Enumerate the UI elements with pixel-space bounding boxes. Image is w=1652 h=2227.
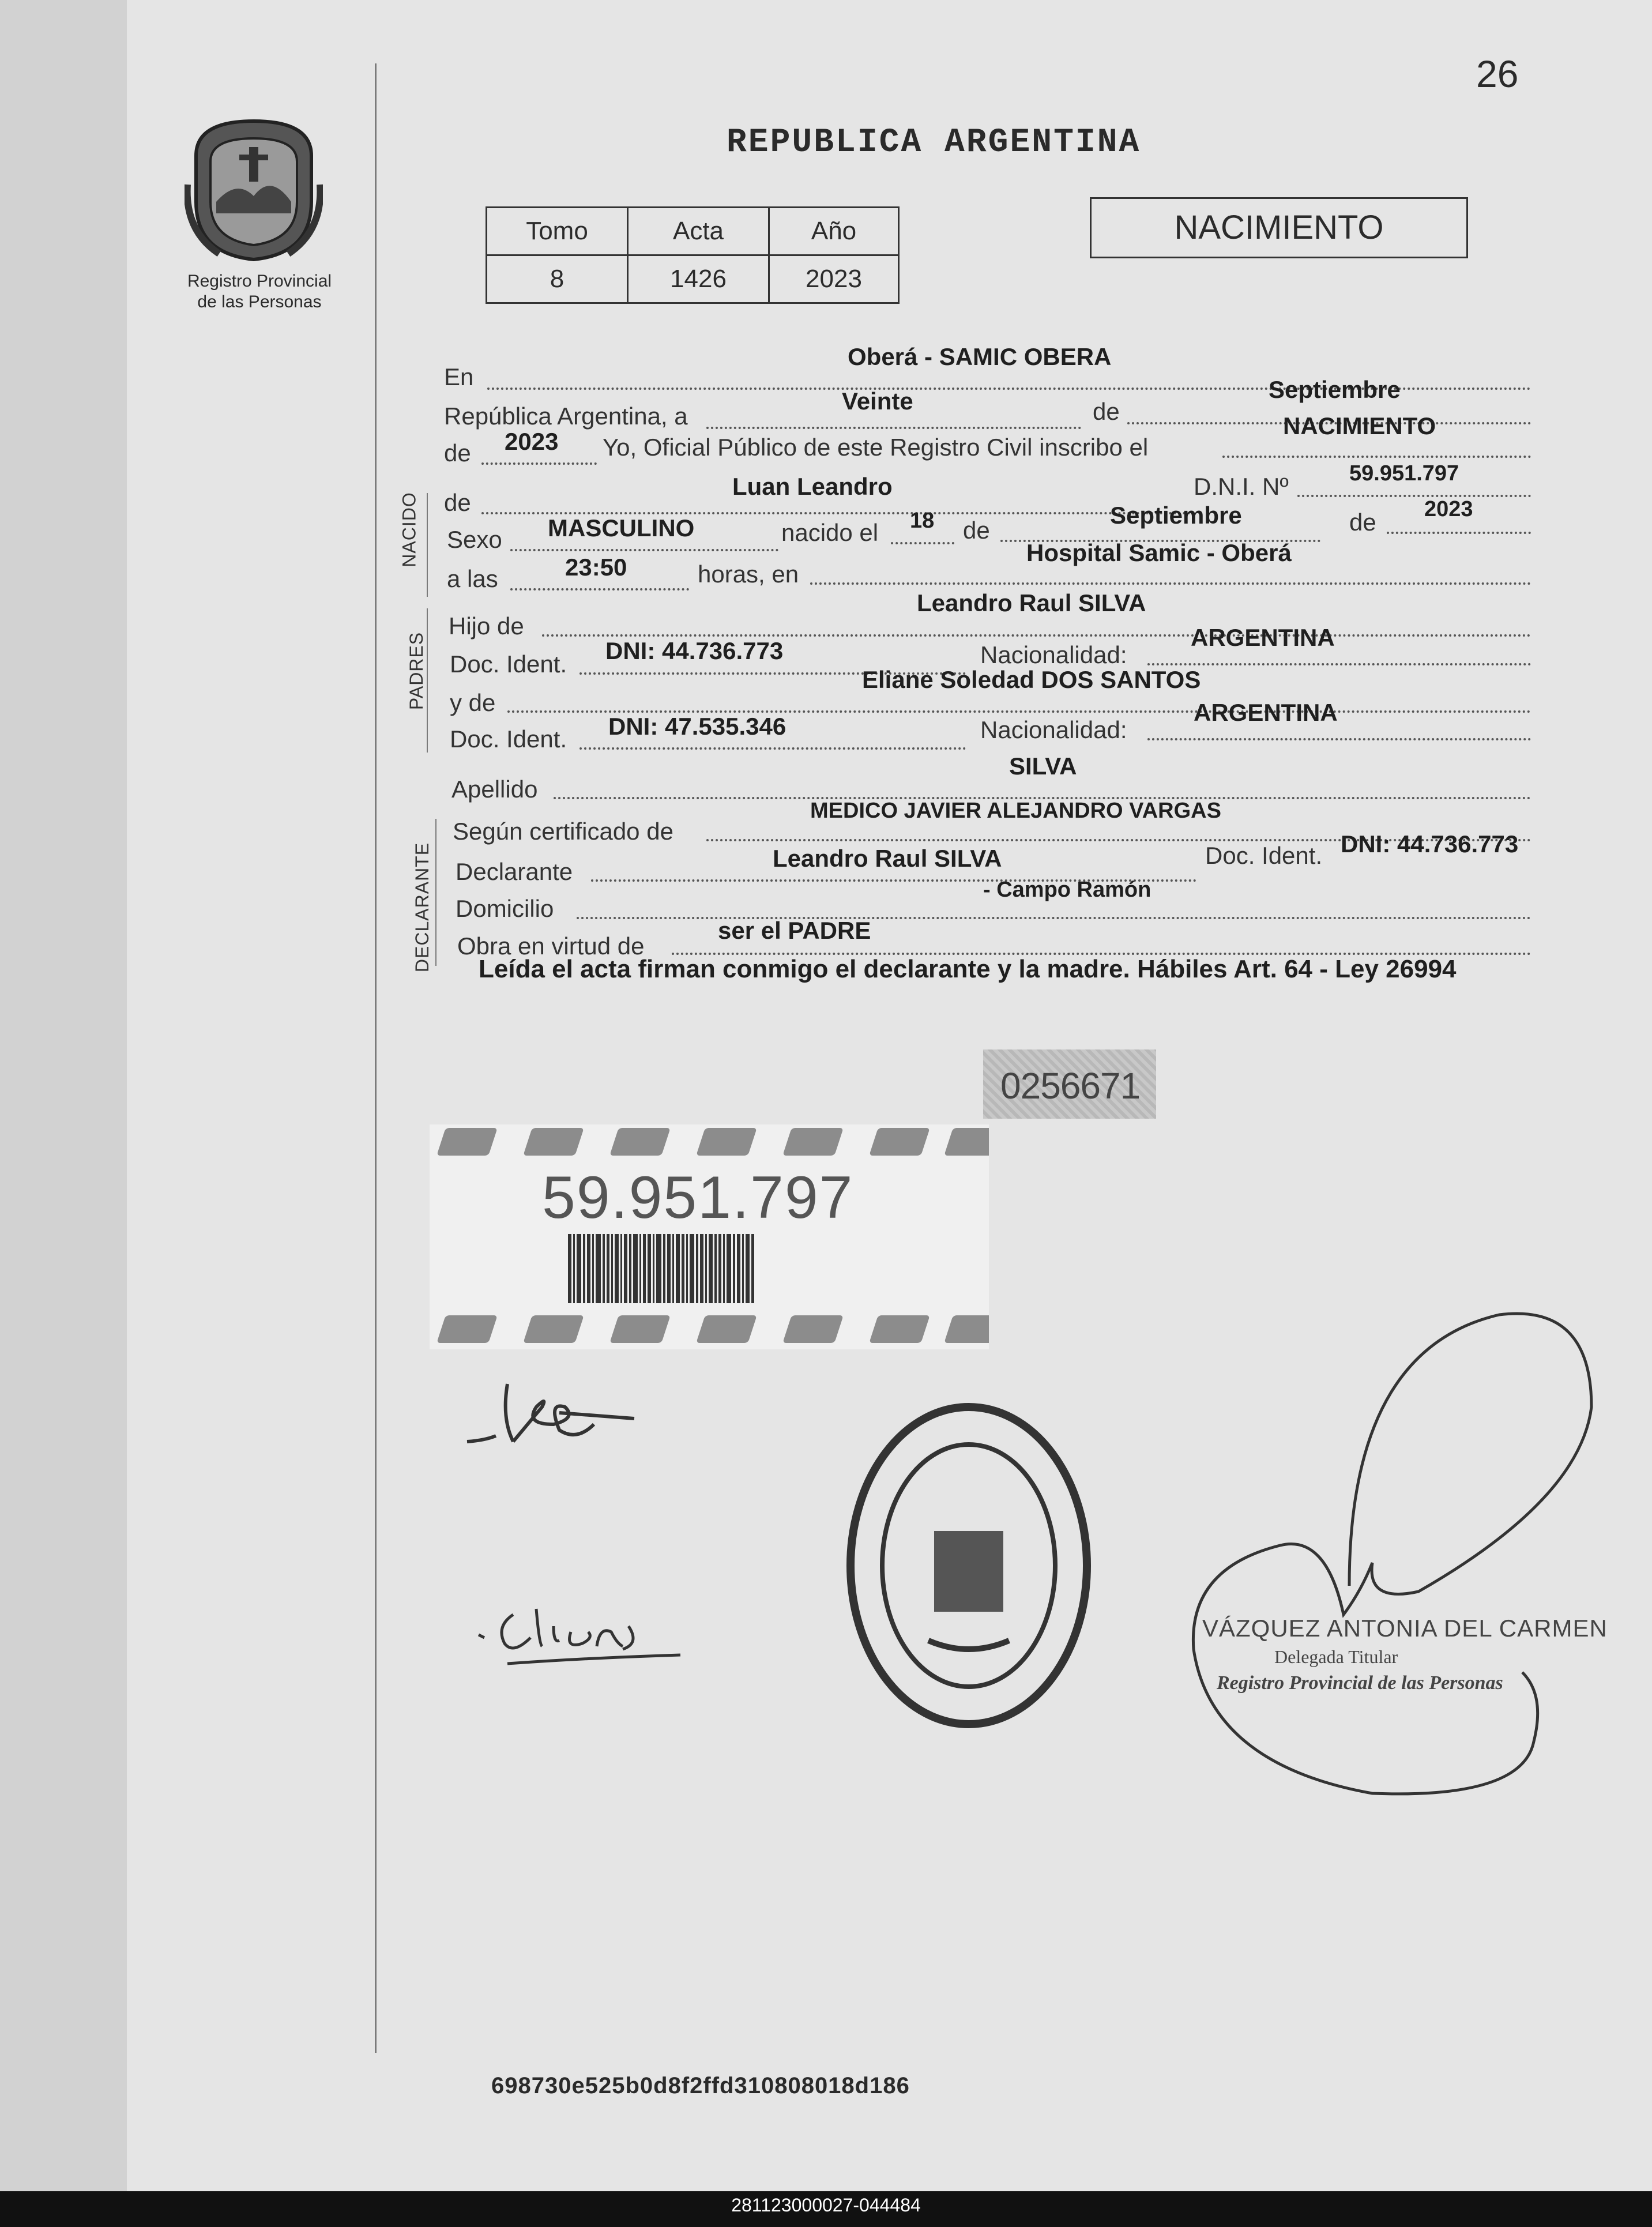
misiones-coat-of-arms-logo bbox=[185, 115, 323, 265]
de-label: de bbox=[1093, 398, 1120, 425]
father-doc-value: DNI: 44.736.773 bbox=[605, 637, 784, 664]
doc-ident-label: Doc. Ident. bbox=[450, 725, 567, 753]
dni-label: D.N.I. Nº bbox=[1194, 473, 1289, 500]
dotted-line bbox=[481, 462, 597, 465]
dotted-line bbox=[1147, 663, 1531, 665]
sticker-dni-number: 59.951.797 bbox=[542, 1164, 854, 1231]
segun-certificado-label: Según certificado de bbox=[453, 818, 673, 845]
official-signature bbox=[1176, 1292, 1603, 1811]
declarante-label: Declarante bbox=[456, 858, 573, 885]
logo-caption-line2: de las Personas bbox=[197, 292, 322, 311]
en-label: En bbox=[444, 363, 474, 390]
tomo-value: 8 bbox=[487, 255, 628, 303]
mother-nationality-value: ARGENTINA bbox=[1194, 699, 1338, 726]
doc-ident-label: Doc. Ident. bbox=[450, 650, 567, 678]
logo-caption bbox=[167, 271, 352, 313]
apellido-value: SILVA bbox=[1009, 753, 1077, 780]
dotted-line bbox=[1387, 532, 1531, 534]
dotted-line bbox=[510, 549, 778, 551]
delegation-round-seal bbox=[842, 1398, 1096, 1733]
child-dni-value: 59.951.797 bbox=[1349, 461, 1459, 486]
father-name-value: Leandro Raul SILVA bbox=[917, 589, 1146, 616]
obra-value: ser el PADRE bbox=[718, 917, 871, 944]
acta-header: Acta bbox=[628, 208, 769, 255]
dotted-line bbox=[810, 582, 1531, 585]
register-table bbox=[486, 206, 900, 304]
sexo-label: Sexo bbox=[447, 526, 502, 553]
mother-name-value: Eliane Soledad DOS SANTOS bbox=[862, 666, 1201, 693]
obra-en-virtud-label: Obra en virtud de bbox=[457, 932, 645, 960]
dotted-line bbox=[579, 747, 966, 750]
page-title: REPUBLICA ARGENTINA bbox=[727, 124, 1141, 161]
certificate-value: MEDICO JAVIER ALEJANDRO VARGAS bbox=[810, 799, 1221, 823]
de-label: de bbox=[1349, 509, 1376, 536]
ano-value: 2023 bbox=[769, 255, 899, 303]
dotted-line bbox=[1147, 738, 1531, 740]
hijo-de-label: Hijo de bbox=[449, 612, 524, 639]
y-de-label: y de bbox=[450, 689, 496, 716]
official-role: Delegada Titular bbox=[1274, 1646, 1398, 1667]
apellido-label: Apellido bbox=[451, 776, 538, 803]
document-hash: 698730e525b0d8f2ffd310808018d186 bbox=[491, 2073, 910, 2098]
domicilio-value: - Campo Ramón bbox=[983, 878, 1151, 902]
birth-place-value: Hospital Samic - Oberá bbox=[1026, 539, 1292, 566]
dotted-line bbox=[706, 427, 1081, 429]
horas-label: horas, en bbox=[698, 560, 799, 588]
year-value: 2023 bbox=[505, 428, 559, 455]
barcode bbox=[568, 1234, 845, 1303]
birth-year-value: 2023 bbox=[1424, 497, 1473, 521]
dotted-line bbox=[510, 588, 689, 590]
section-rule bbox=[427, 608, 428, 753]
de-label: de bbox=[963, 517, 990, 544]
republica-label: República Argentina, a bbox=[444, 402, 688, 430]
doc-ident-label: Doc. Ident. bbox=[1205, 842, 1323, 869]
acta-value: 1426 bbox=[628, 255, 769, 303]
declarant-signature bbox=[461, 1372, 646, 1459]
declarante-doc-value: DNI: 44.736.773 bbox=[1341, 830, 1519, 857]
nacionalidad-label: Nacionalidad: bbox=[980, 716, 1127, 743]
time-value: 23:50 bbox=[565, 554, 627, 581]
month-value: Septiembre bbox=[1269, 376, 1401, 403]
section-rule bbox=[427, 493, 428, 597]
sexo-value: MASCULINO bbox=[548, 514, 695, 541]
serial-stamp-number: 0256671 bbox=[1000, 1065, 1141, 1107]
nacido-side-label: NACIDO bbox=[398, 492, 420, 567]
father-nationality-value: ARGENTINA bbox=[1191, 624, 1335, 651]
sticker-bottom-band bbox=[430, 1312, 989, 1346]
de-label: de bbox=[444, 489, 471, 516]
padres-side-label: PADRES bbox=[406, 631, 427, 710]
logo-caption-line1: Registro Provincial bbox=[187, 272, 332, 291]
footer-id: 281123000027-044484 bbox=[731, 2195, 921, 2215]
nacionalidad-label: Nacionalidad: bbox=[980, 641, 1127, 668]
birth-month-value: Septiembre bbox=[1110, 502, 1242, 529]
tomo-header: Tomo bbox=[487, 208, 628, 255]
sticker-top-band bbox=[430, 1124, 989, 1159]
ano-header: Año bbox=[769, 208, 899, 255]
official-name: VÁZQUEZ ANTONIA DEL CARMEN bbox=[1202, 1615, 1608, 1642]
nacido-el-label: nacido el bbox=[781, 519, 879, 546]
child-name-value: Luan Leandro bbox=[732, 473, 893, 500]
dotted-line bbox=[1297, 495, 1531, 497]
a-las-label: a las bbox=[447, 565, 498, 592]
serial-stamp bbox=[983, 1049, 1156, 1119]
closing-statement: Leída el acta firman conmigo el declarante y la madre. Hábiles Art. 64 - Ley 26994 bbox=[479, 955, 1457, 983]
dotted-line bbox=[891, 542, 954, 544]
dotted-line bbox=[1222, 456, 1531, 458]
oficial-text: Yo, Oficial Público de este Registro Civil inscribo el bbox=[603, 434, 1149, 461]
birth-day-value: 18 bbox=[910, 509, 935, 533]
place-value: Oberá - SAMIC OBERA bbox=[848, 343, 1112, 370]
day-value: Veinte bbox=[842, 388, 913, 415]
dotted-line bbox=[542, 634, 1531, 637]
page-number: 26 bbox=[1476, 52, 1519, 95]
declarante-side-label: DECLARANTE bbox=[412, 842, 433, 973]
margin-rule bbox=[375, 63, 377, 2053]
de-label: de bbox=[444, 439, 471, 467]
record-type-box: NACIMIENTO bbox=[1090, 197, 1468, 258]
dni-hologram-sticker bbox=[430, 1124, 989, 1349]
declarante-name-value: Leandro Raul SILVA bbox=[773, 845, 1002, 872]
inscribo-value: NACIMIENTO bbox=[1283, 412, 1436, 439]
scan-left-margin bbox=[0, 0, 127, 2227]
mother-doc-value: DNI: 47.535.346 bbox=[608, 713, 787, 740]
domicilio-label: Domicilio bbox=[456, 895, 554, 922]
official-office: Registro Provincial de las Personas bbox=[1217, 1672, 1503, 1694]
section-rule bbox=[435, 819, 436, 966]
mother-signature bbox=[473, 1592, 692, 1672]
